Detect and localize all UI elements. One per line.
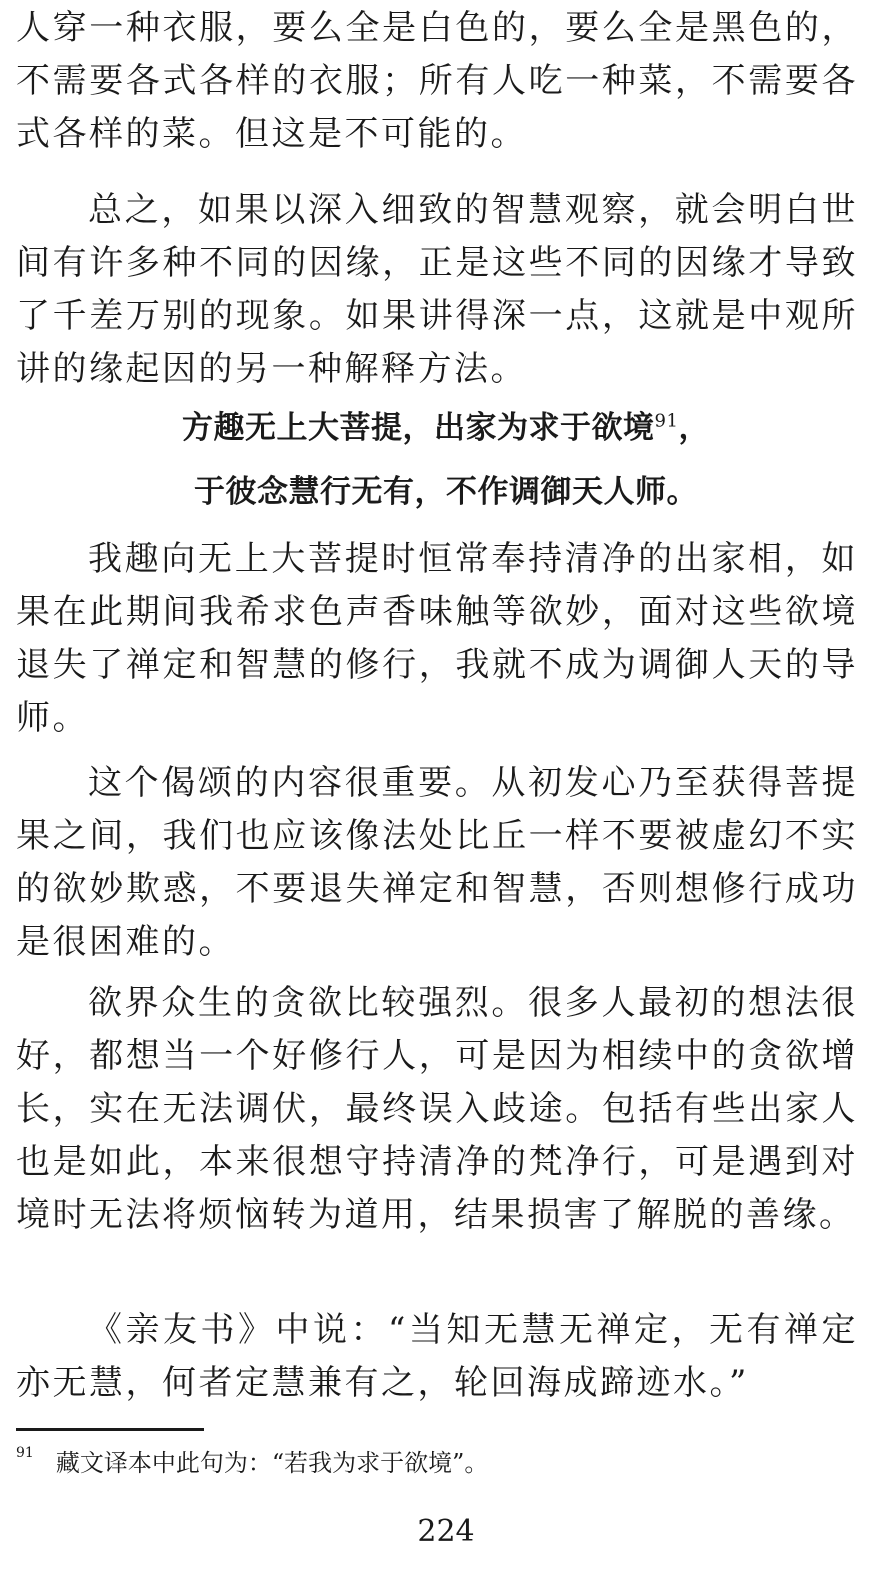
footnote-divider xyxy=(16,1428,204,1431)
paragraph-desire-realm: 欲界众生的贪欲比较强烈。很多人最初的想法很好，都想当一个好修行人，可是因为相续中的贪欲增长，实在无法调伏，最终误入歧途。包括有些出家人也是如此，本来很想守持清净的梵净行，可是遇到对境时无法将烦恼转为道用，结果损害了解脱的善缘。 xyxy=(16,983,858,1235)
footnote-number: 91 xyxy=(16,1445,34,1461)
verse-line-1-text: 方趣无上大菩提，出家为求于欲境 xyxy=(182,410,655,446)
paragraph-commentary: 这个偈颂的内容很重要。从初发心乃至获得菩提果之间，我们也应该像法处比丘一样不要被虚幻不实的欲妙欺惑，不要退失禅定和智慧，否则想修行成功是很困难的。 xyxy=(16,763,858,962)
verse-line-1-punct: ， xyxy=(678,410,710,446)
verse-line-1 xyxy=(0,408,892,448)
footnote xyxy=(16,1446,858,1480)
paragraph-quotation: 《亲友书》中说：“当知无慧无禅定，无有禅定亦无慧，何者定慧兼有之，轮回海成蹄迹水。” xyxy=(16,1310,858,1403)
paragraph-summary: 总之，如果以深入细致的智慧观察，就会明白世间有许多种不同的因缘，正是这些不同的因缘才导致了千差万别的现象。如果讲得深一点，这就是中观所讲的缘起因的另一种解释方法。 xyxy=(16,190,858,389)
footnote-reference: 91 xyxy=(654,410,679,432)
paragraph-verse-explanation: 我趣向无上大菩提时恒常奉持清净的出家相，如果在此期间我希求色声香味触等欲妙，面对这些欲境退失了禅定和智慧的修行，我就不成为调御人天的导师。 xyxy=(16,539,858,738)
page-number: 224 xyxy=(417,1514,475,1549)
verse-line-2: 于彼念慧行无有，不作调御天人师。 xyxy=(194,474,698,510)
paragraph-continued: 人穿一种衣服，要么全是白色的，要么全是黑色的，不需要各式各样的衣服；所有人吃一种菜，不需要各式各样的菜。但这是不可能的。 xyxy=(16,8,858,154)
footnote-text: 藏文译本中此句为：“若我为求于欲境”。 xyxy=(55,1449,489,1477)
